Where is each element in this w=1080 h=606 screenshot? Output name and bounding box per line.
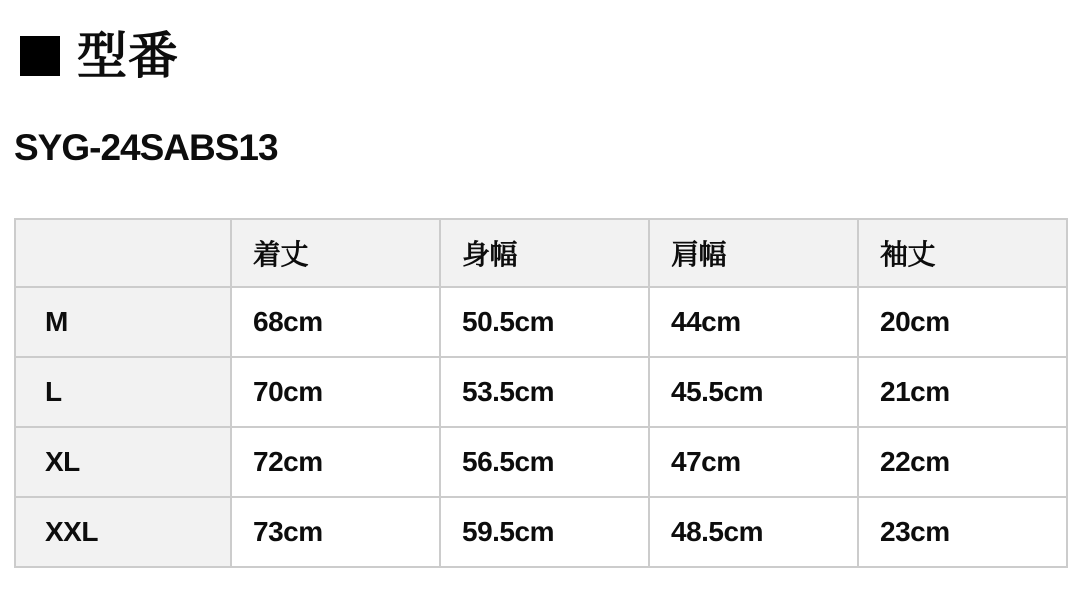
header-cell-shoulder-width: 肩幅 xyxy=(649,219,858,287)
table-row-l xyxy=(15,357,1067,427)
value-cell: 21cm xyxy=(858,357,1067,427)
value-cell: 56.5cm xyxy=(440,427,649,497)
value-cell: 22cm xyxy=(858,427,1067,497)
table-header-row xyxy=(15,219,1067,287)
heading-bullet-square-icon xyxy=(20,36,60,76)
value-cell: 59.5cm xyxy=(440,497,649,567)
value-cell: 73cm xyxy=(231,497,440,567)
size-label-cell: XL xyxy=(15,427,231,497)
value-cell: 53.5cm xyxy=(440,357,649,427)
size-label-cell: XXL xyxy=(15,497,231,567)
value-cell: 48.5cm xyxy=(649,497,858,567)
value-cell: 47cm xyxy=(649,427,858,497)
size-label-cell: M xyxy=(15,287,231,357)
value-cell: 23cm xyxy=(858,497,1067,567)
header-cell-body-width: 身幅 xyxy=(440,219,649,287)
value-cell: 44cm xyxy=(649,287,858,357)
section-heading xyxy=(20,28,1080,84)
table-row-xl xyxy=(15,427,1067,497)
model-code: SYG-24SABS13 xyxy=(14,127,278,168)
size-label-cell: L xyxy=(15,357,231,427)
header-cell-body-length: 着丈 xyxy=(231,219,440,287)
value-cell: 50.5cm xyxy=(440,287,649,357)
header-cell-sleeve-length: 袖丈 xyxy=(858,219,1067,287)
header-cell-empty xyxy=(15,219,231,287)
page-title: 型番 xyxy=(77,28,179,84)
table-row-m xyxy=(15,287,1067,357)
size-chart-table xyxy=(14,218,1068,568)
value-cell: 68cm xyxy=(231,287,440,357)
value-cell: 70cm xyxy=(231,357,440,427)
value-cell: 45.5cm xyxy=(649,357,858,427)
table-row-xxl xyxy=(15,497,1067,567)
value-cell: 20cm xyxy=(858,287,1067,357)
value-cell: 72cm xyxy=(231,427,440,497)
